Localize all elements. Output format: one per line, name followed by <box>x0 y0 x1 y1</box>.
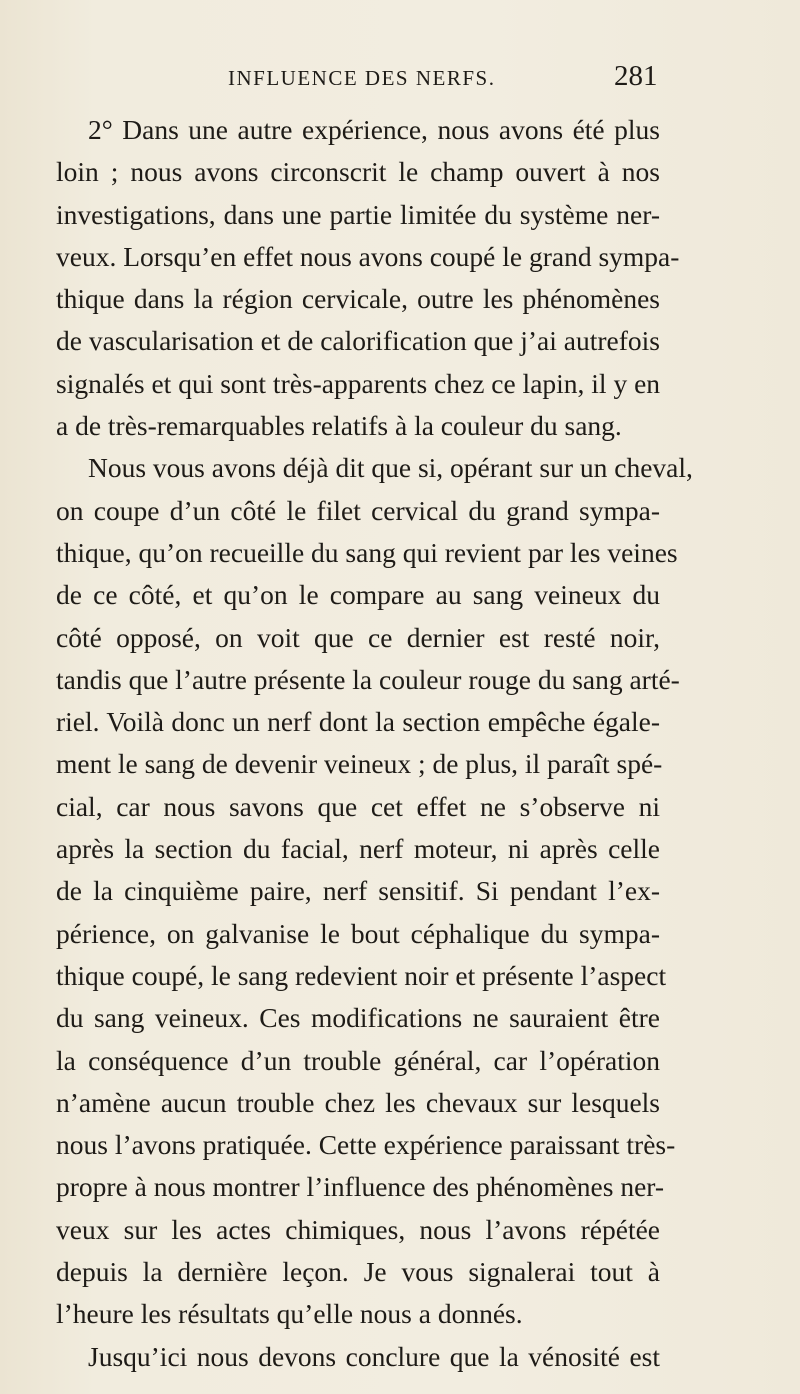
page-number: 281 <box>614 60 658 92</box>
text-line: Jusqu’ici nous devons conclure que la vénosité est <box>88 1340 660 1372</box>
text-line: l’heure les résultats qu’elle nous a donnés. <box>56 1298 523 1330</box>
text-line: de vascularisation et de calorification que j’ai autrefois <box>56 325 660 357</box>
text-line: de ce côté, et qu’on le compare au sang veineux du <box>56 579 660 611</box>
text-line: veux. Lorsqu’en effet nous avons coupé le grand sympa- <box>56 240 680 272</box>
text-line: Nous vous avons déjà dit que si, opérant sur un cheval, <box>88 452 693 484</box>
text-line: loin ; nous avons circonscrit le champ ouvert à nos <box>56 156 660 188</box>
text-line: la conséquence d’un trouble général, car l’opération <box>56 1044 660 1076</box>
text-line: du sang veineux. Ces modifications ne sauraient être <box>56 1002 660 1034</box>
text-line: propre à nous montrer l’influence des phénomènes ner- <box>56 1171 665 1203</box>
text-line: thique coupé, le sang redevient noir et présente l’aspect <box>56 959 667 991</box>
text-line: investigations, dans une partie limitée du système ner- <box>56 198 660 230</box>
text-line: signalés et qui sont très-apparents chez ce lapin, il y en <box>56 367 661 399</box>
text-line: n’amène aucun trouble chez les chevaux sur lesquels <box>56 1086 660 1118</box>
text-line: thique dans la région cervicale, outre les phénomènes <box>56 283 660 315</box>
text-line: a de très-remarquables relatifs à la couleur du sang. <box>56 410 622 442</box>
text-line: thique, qu’on recueille du sang qui revient par les veines <box>56 536 678 568</box>
text-line: tandis que l’autre présente la couleur rouge du sang arté- <box>56 663 680 695</box>
running-head <box>0 60 800 100</box>
text-line: riel. Voilà donc un nerf dont la section empêche égale- <box>56 706 660 738</box>
text-line: après la section du facial, nerf moteur, ni après celle <box>56 833 660 865</box>
text-line: veux sur les actes chimiques, nous l’avons répétée <box>56 1213 660 1245</box>
text-line: nous l’avons pratiquée. Cette expérience paraissant très- <box>56 1129 676 1161</box>
text-line: cial, car nous savons que cet effet ne s’observe ni <box>56 790 660 822</box>
text-line: ment le sang de devenir veineux ; de plus, il paraît spé- <box>56 748 663 780</box>
text-line: depuis la dernière leçon. Je vous signalerai tout à <box>56 1256 660 1288</box>
running-title: INFLUENCE DES NERFS. <box>228 66 496 90</box>
text-line: de la cinquième paire, nerf sensitif. Si pendant l’ex- <box>56 875 660 907</box>
text-line: on coupe d’un côté le filet cervical du grand sympa- <box>56 494 660 526</box>
body-text <box>56 109 693 1378</box>
text-line: périence, on galvanise le bout céphalique du sympa- <box>56 917 660 949</box>
text-line: 2° Dans une autre expérience, nous avons été plus <box>88 114 660 145</box>
text-line: côté opposé, on voit que ce dernier est resté noir, <box>56 621 660 653</box>
